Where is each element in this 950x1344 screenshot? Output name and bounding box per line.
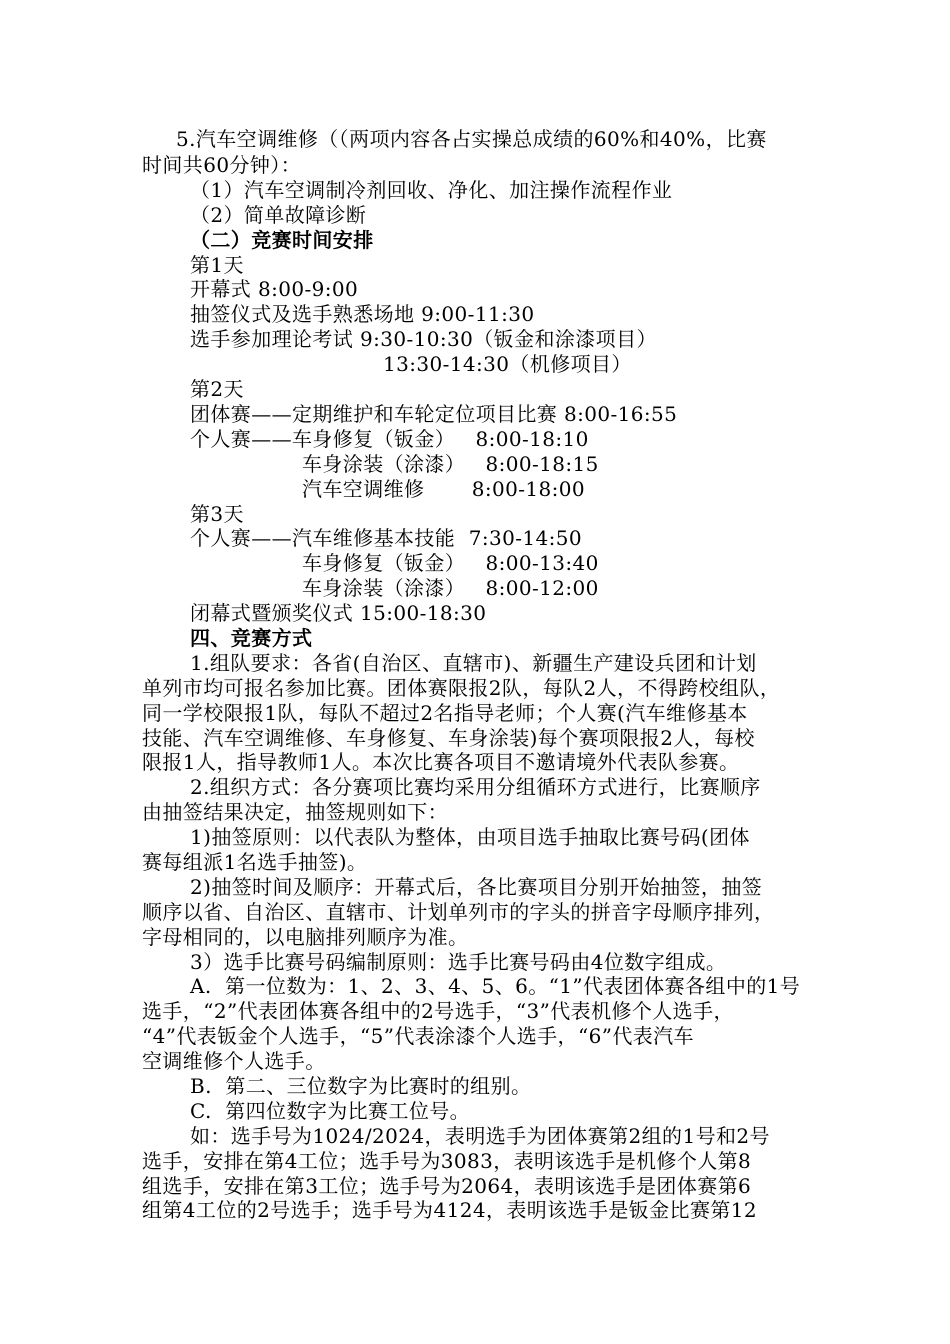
text-line: A. 第一位数为：1、2、3、4、5、6。“1”代表团体赛各组中的1号: [190, 974, 801, 998]
text-line: “4”代表钣金个人选手，“5”代表涂漆个人选手，“6”代表汽车: [142, 1024, 694, 1048]
text-line: 同一学校限报1队，每队不超过2名指导老师；个人赛(汽车维修基本: [142, 701, 748, 725]
text-line: 3）选手比赛号码编制原则：选手比赛号码由4位数字组成。: [190, 950, 727, 974]
text-line: 抽签仪式及选手熟悉场地 9:00-11:30: [190, 302, 535, 326]
text-line: C. 第四位数字为比赛工位号。: [190, 1099, 471, 1123]
text-line: 选手参加理论考试 9:30-10:30（钣金和涂漆项目）: [190, 327, 657, 351]
text-line: 字母相同的，以电脑排列顺序为准。: [142, 925, 469, 949]
text-line: 开幕式 8:00-9:00: [190, 277, 359, 301]
text-line: 个人赛——车身修复（钣金） 8:00-18:10: [190, 427, 589, 451]
text-line: 第1天: [190, 253, 244, 277]
text-line: 5.汽车空调维修（（两项内容各占实操总成绩的60%和40%，比赛: [176, 127, 767, 151]
text-line: 赛每组派1名选手抽签)。: [142, 850, 368, 874]
text-line: 顺序以省、自治区、直辖市、计划单列市的字头的拼音字母顺序排列，: [142, 900, 775, 924]
text-line: 2.组织方式：各分赛项比赛均采用分组循环方式进行，比赛顺序: [190, 775, 761, 799]
text-line: 汽车空调维修 8:00-18:00: [302, 477, 586, 501]
text-line: 第3天: [190, 502, 244, 526]
text-line: 闭幕式暨颁奖仪式 15:00-18:30: [190, 601, 487, 625]
text-line: 选手，“2”代表团体赛各组中的2号选手，“3”代表机修个人选手，: [142, 999, 734, 1023]
text-line: 个人赛——汽车维修基本技能 7:30-14:50: [190, 526, 583, 550]
text-line: 车身涂装（涂漆） 8:00-18:15: [302, 452, 599, 476]
text-line: 车身修复（钣金） 8:00-13:40: [302, 551, 599, 575]
text-line: 选手，安排在第4工位；选手号为3083，表明该选手是机修个人第8: [142, 1149, 752, 1173]
text-line: 车身涂装（涂漆） 8:00-12:00: [302, 576, 599, 600]
text-line: 1.组队要求：各省(自治区、直辖市)、新疆生产建设兵团和计划: [190, 651, 757, 675]
text-line: 单列市均可报名参加比赛。团体赛限报2队，每队2人，不得跨校组队，: [142, 676, 781, 700]
text-line: （2）简单故障诊断: [190, 203, 367, 227]
text-line: 2)抽签时间及顺序：开幕式后，各比赛项目分别开始抽签，抽签: [190, 875, 763, 899]
text-line: 13:30-14:30（机修项目）: [383, 352, 632, 376]
text-line: B. 第二、三位数字为比赛时的组别。: [190, 1074, 532, 1098]
text-line: 如：选手号为1024/2024，表明选手为团体赛第2组的1号和2号: [190, 1124, 770, 1148]
text-line: 限报1人，指导教师1人。本次比赛各项目不邀请境外代表队参赛。: [142, 750, 740, 774]
text-line: 时间共60分钟）：: [142, 153, 302, 177]
text-line: 1)抽签原则：以代表队为整体，由项目选手抽取比赛号码(团体: [190, 825, 750, 849]
text-line: （1）汽车空调制冷剂回收、净化、加注操作流程作业: [190, 178, 673, 202]
text-line: 团体赛——定期维护和车轮定位项目比赛 8:00-16:55: [190, 402, 678, 426]
text-line: 第2天: [190, 377, 244, 401]
section-heading: （二）竞赛时间安排: [190, 228, 374, 252]
text-line: 空调维修个人选手。: [142, 1049, 326, 1073]
text-line: 由抽签结果决定，抽签规则如下：: [142, 800, 448, 824]
text-line: 技能、汽车空调维修、车身修复、车身涂装)每个赛项限报2人，每校: [142, 726, 755, 750]
text-line: 组第4工位的2号选手；选手号为4124，表明该选手是钣金比赛第12: [142, 1198, 757, 1222]
section-heading: 四、竞赛方式: [190, 626, 313, 650]
text-line: 组选手，安排在第3工位；选手号为2064，表明该选手是团体赛第6: [142, 1174, 752, 1198]
